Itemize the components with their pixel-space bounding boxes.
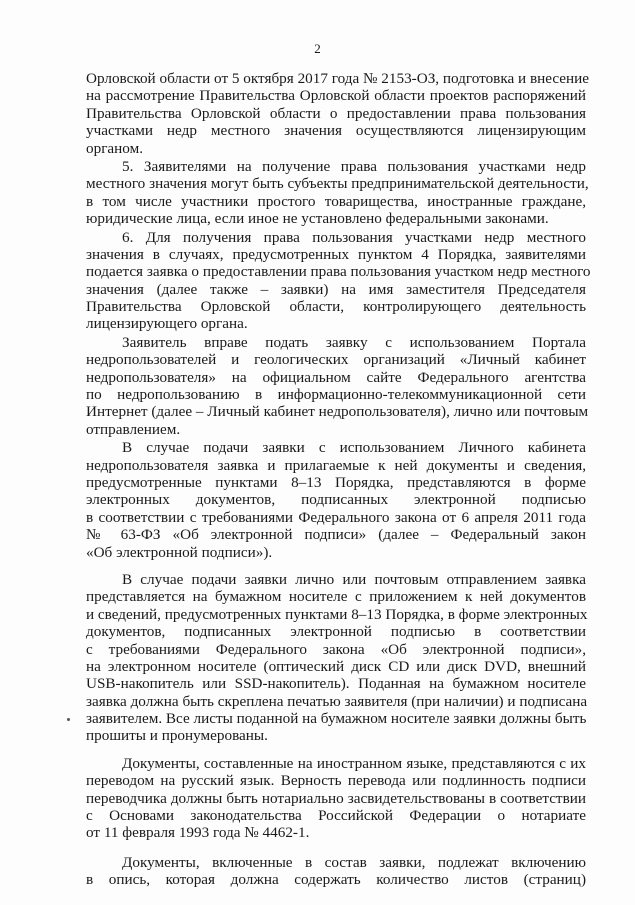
paragraph: [86, 70, 590, 157]
text-line: переводчика должны быть нотариально засвидетельствованы в соответствии: [86, 789, 586, 807]
text-line: № 63-ФЗ «Об электронной подписи» (далее – Федеральный закон: [86, 526, 586, 544]
text-line: заявителем. Все листы поданной на бумажном носителе заявки должны быть: [86, 710, 587, 728]
text-line: «Об электронной подписи»).: [86, 543, 273, 561]
document-body: [86, 70, 591, 889]
text-line: по недропользованию в информационно-телекоммуникационной сети: [86, 386, 586, 404]
paragraph: [86, 755, 586, 842]
margin-mark: [67, 718, 70, 721]
text-line: в том числе участники простого товарищества, иностранные граждане,: [86, 192, 586, 210]
text-line: с Основами законодательства Российской Федерации о нотариате: [86, 807, 586, 825]
text-line: в соответствии с требованиями Федерального закона от 6 апреля 2011 года: [86, 508, 586, 526]
text-line: с требованиями Федерального закона «Об электронной подписи»,: [86, 640, 586, 658]
text-line: отправлением.: [86, 420, 181, 438]
text-line: значения (далее также – заявки) на имя заместителя Председателя: [86, 280, 586, 298]
text-line: Правительства Орловской области о предоставлении права пользования: [86, 104, 586, 122]
paragraph: [86, 854, 586, 889]
text-line: представляется на бумажном носителе с приложением к ней документов: [86, 588, 586, 606]
text-line: и сведений, предусмотренных пунктами 8–13 Порядка, в форме электронных: [86, 605, 588, 623]
text-line: на рассмотрение Правительства Орловской области проектов распоряжений: [86, 87, 586, 105]
text-line: переводом на русский язык. Верность перевода или подлинность подписи: [86, 772, 586, 790]
text-line: органом.: [86, 139, 143, 157]
text-line: электронных документов, подписанных электронной подписью: [86, 491, 586, 509]
text-line: недропользователя заявка и прилагаемые к ней документы и сведения,: [86, 456, 586, 474]
paragraph: [86, 228, 591, 333]
text-line: прошиты и пронумерованы.: [86, 727, 268, 745]
text-line: заявка должна быть скреплена печатью заявителя (при наличии) и подписана: [86, 692, 588, 710]
text-line: В случае подачи заявки лично или почтовым отправлением заявка: [122, 570, 586, 588]
text-line: USB-накопитель или SSD-накопитель). Поданная на бумажном носителе: [86, 675, 586, 693]
text-line: недропользователя» на официальном сайте Федерального агентства: [86, 368, 586, 386]
page-number: 2: [314, 41, 321, 56]
text-line: Документы, включенные в состав заявки, подлежат включению: [122, 853, 586, 871]
text-line: 6. Для получения права пользования участками недр местного: [122, 228, 586, 246]
text-line: 5. Заявителями на получение права пользования участками недр: [122, 157, 586, 175]
text-line: от 11 февраля 1993 года № 4462-1.: [86, 824, 310, 842]
text-line: предусмотренные пунктами 8–13 Порядка, представляются в форме: [86, 473, 586, 491]
text-line: Орловской области от 5 октября 2017 года № 2153-ОЗ, подготовка и внесение: [86, 70, 590, 87]
text-line: недропользователей и геологических организаций «Личный кабинет: [86, 351, 586, 369]
paragraph: [86, 571, 586, 745]
text-line: В случае подачи заявки с использованием Личного кабинета: [122, 439, 586, 457]
paragraph: [86, 333, 589, 438]
text-line: Заявитель вправе подать заявку с использованием Портала: [122, 333, 586, 351]
text-line: лицензирующего органа.: [86, 315, 248, 333]
text-line: в опись, которая должна содержать количество листов (страниц): [86, 871, 586, 889]
text-line: Интернет (далее – Личный кабинет недропользователя), лично или почтовым: [86, 403, 589, 421]
text-line: Правительства Орловской области, контролирующего деятельность: [86, 298, 586, 316]
text-line: участками недр местного значения осуществляются лицензирующим: [86, 122, 586, 140]
text-line: Документы, составленные на иностранном языке, представляются с их: [122, 754, 586, 772]
text-line: юридические лица, если иное не установлено федеральными законами.: [86, 210, 549, 228]
text-line: документов, подписанных электронной подписью в соответствии: [86, 623, 586, 641]
paragraph: [86, 157, 589, 228]
text-line: подается заявка о предоставлении права пользования участком недр местного: [86, 263, 591, 281]
text-line: на электронном носителе (оптический диск CD или диск DVD, внешний: [86, 657, 586, 675]
text-line: местного значения могут быть субъекты предпринимательской деятельности,: [86, 175, 589, 193]
paragraph: [86, 439, 586, 561]
text-line: значения в случаях, предусмотренных пунктом 4 Порядка, заявителями: [86, 245, 586, 263]
